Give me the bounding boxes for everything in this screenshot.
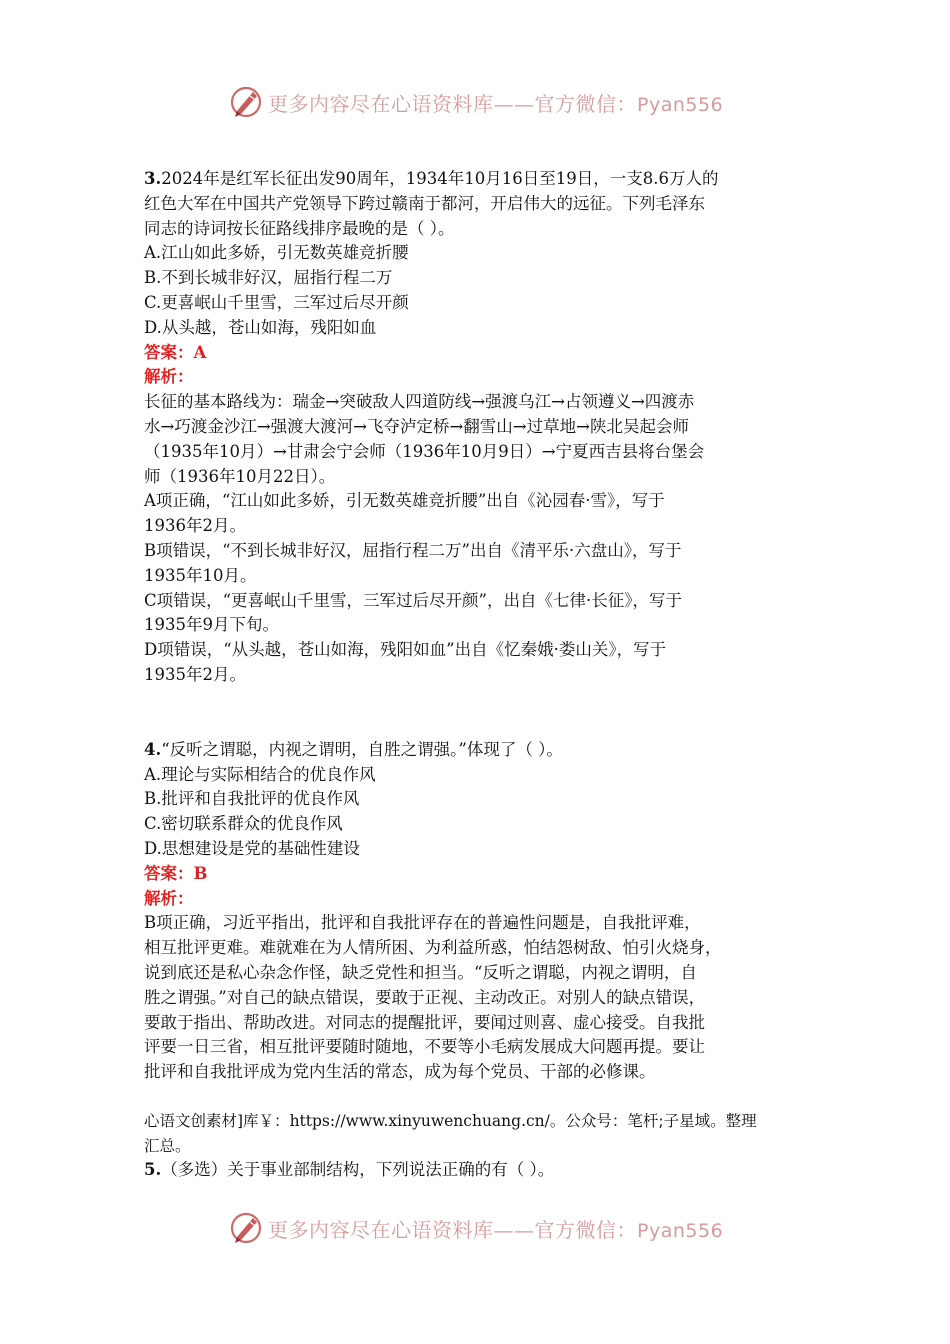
banner-wechat-id: Pyan556	[637, 93, 724, 116]
question-3-analysis-line: C项错误，“更喜岷山千里雪，三军过后尽开颜”，出自《七律·长征》，写于	[144, 590, 682, 610]
promo-line-1: 心语文创素材]库￥：https://www.xinyuwenchuang.cn/。公众号：笔杆;子星域。整理	[144, 1111, 757, 1130]
pen-nib-logo-icon	[228, 84, 264, 120]
question-4-analysis-line: 评要一日三省，相互批评要随时随地，不要等小毛病发展成大问题再提。要让	[144, 1037, 705, 1057]
spacer	[144, 1085, 812, 1109]
footer-banner	[228, 1208, 748, 1248]
question-3-analysis-label: 解析：	[144, 367, 194, 387]
spacer	[144, 688, 812, 738]
banner-text: 更多内容尽在心语资料库——官方微信：Pyan556	[268, 91, 724, 116]
promo-line-2: 汇总。	[144, 1136, 191, 1155]
question-3-analysis-line: B项错误，“不到长城非好汉，屈指行程二万”出自《清平乐·六盘山》，写于	[144, 540, 682, 560]
document-body	[144, 167, 812, 1183]
question-4-analysis-line: 相互批评更难。难就难在为人情所困、为利益所惑，怕结怨树敌、怕引火烧身，	[144, 938, 722, 958]
question-4-option-a: A.理论与实际相结合的优良作风	[144, 764, 376, 784]
question-3-answer: 答案：A	[144, 342, 207, 362]
question-4-analysis-label: 解析：	[144, 888, 194, 908]
question-5-stem: 5.（多选）关于事业部制结构，下列说法正确的有（ ）。	[144, 1160, 555, 1180]
question-4-option-c: C.密切联系群众的优良作风	[144, 814, 343, 834]
promo-url-link[interactable]: https://www.xinyuwenchuang.cn/	[289, 1111, 550, 1130]
banner-text: 更多内容尽在心语资料库——官方微信：Pyan556	[268, 1217, 724, 1242]
question-4-number: 4.	[144, 739, 162, 759]
promo-note	[144, 1109, 812, 1159]
question-3-option-a: A.江山如此多娇，引无数英雄竞折腰	[144, 243, 409, 263]
question-4-stem: 4.“反听之谓聪，内视之谓明，自胜之谓强。”体现了（ ）。	[144, 739, 563, 759]
question-3-number: 3.	[144, 169, 162, 188]
question-4-answer: 答案：B	[144, 863, 208, 883]
question-3-analysis-line: 长征的基本路线为：瑞金→突破敌人四道防线→强渡乌江→占领遵义→四渡赤	[144, 392, 695, 412]
question-4-option-d: D.思想建设是党的基础性建设	[144, 838, 360, 858]
question-3-analysis-line: 1935年9月下旬。	[144, 615, 279, 635]
question-3-analysis-line: （1935年10月）→甘肃会宁会师（1936年10月9日）→宁夏西吉县将台堡会	[144, 441, 705, 461]
question-4-option-b: B.批评和自我批评的优良作风	[144, 789, 360, 809]
question-4-analysis-line: B项正确，习近平指出，批评和自我批评存在的普遍性问题是，自我批评难，	[144, 913, 701, 933]
pen-nib-logo-icon	[228, 1210, 264, 1246]
question-4-analysis-line: 说到底还是私心杂念作怪，缺乏党性和担当。“反听之谓聪，内视之谓明，自	[144, 962, 697, 982]
question-3-line-2: 红色大军在中国共产党领导下跨过赣南于都河，开启伟大的远征。下列毛泽东	[144, 193, 705, 213]
question-3-analysis-line: D项错误，“从头越，苍山如海，残阳如血”出自《忆秦娥·娄山关》，写于	[144, 640, 667, 660]
question-4	[144, 738, 812, 1085]
question-3-line-3: 同志的诗词按长征路线排序最晚的是（ ）。	[144, 218, 455, 238]
question-4-analysis-line: 胜之谓强。”对自己的缺点错误，要敢于正视、主动改正。对别人的缺点错误，	[144, 987, 706, 1007]
question-3-analysis-line: 1935年10月。	[144, 565, 257, 585]
question-3-line-1: 3.2024年是红军长征出发90周年，1934年10月16日至19日，一支8.6万人的	[144, 169, 719, 188]
question-3	[144, 167, 812, 688]
question-3-analysis-line: A项正确，“江山如此多娇，引无数英雄竞折腰”出自《沁园春·雪》，写于	[144, 491, 665, 511]
question-3-analysis-line: 师（1936年10月22日）。	[144, 466, 336, 486]
header-banner	[228, 82, 748, 122]
question-4-analysis-line: 批评和自我批评成为党内生活的常态，成为每个党员、干部的必修课。	[144, 1062, 656, 1082]
question-3-option-d: D.从头越，苍山如海，残阳如血	[144, 317, 377, 337]
question-3-analysis-line: 水→巧渡金沙江→强渡大渡河→飞夺泸定桥→翻雪山→过草地→陕北吴起会师	[144, 416, 689, 436]
question-3-analysis-line: 1936年2月。	[144, 516, 246, 536]
question-3-option-b: B.不到长城非好汉，屈指行程二万	[144, 268, 393, 288]
question-3-analysis-line: 1935年2月。	[144, 664, 246, 684]
question-5-number: 5.	[144, 1160, 162, 1180]
question-3-option-c: C.更喜岷山千里雪，三军过后尽开颜	[144, 292, 409, 312]
banner-wechat-id: Pyan556	[637, 1219, 724, 1242]
question-4-analysis-line: 要敢于指出、帮助改进。对同志的提醒批评，要闻过则喜、虚心接受。自我批	[144, 1012, 705, 1032]
